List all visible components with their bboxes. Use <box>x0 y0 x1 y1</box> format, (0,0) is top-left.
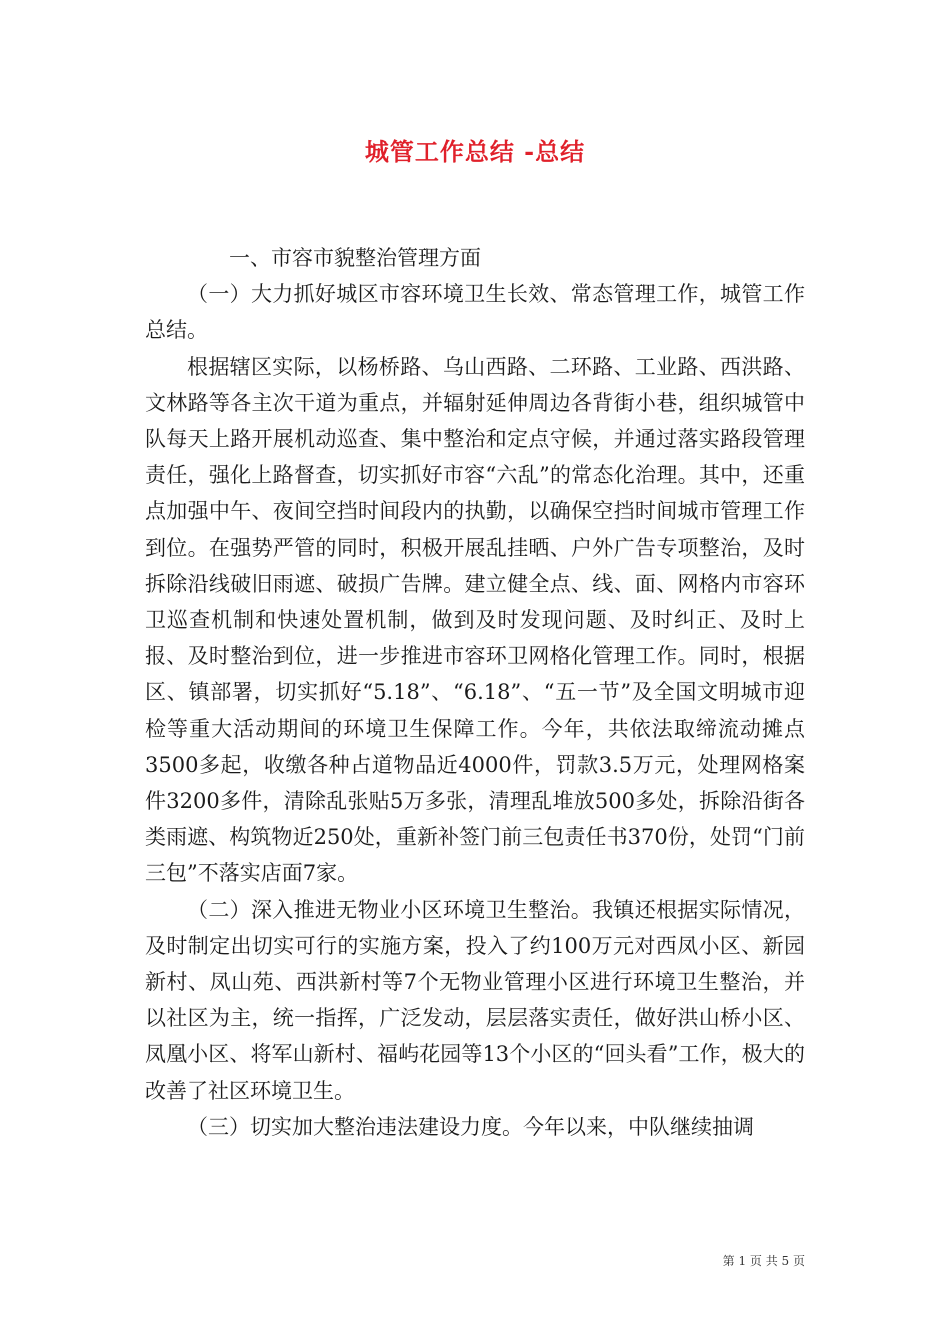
page-number: 第 1 页 共 5 页 <box>722 1254 805 1268</box>
paragraph: （一）大力抓好城区市容环境卫生长效、常态管理工作，城管工作总结。 <box>145 282 805 343</box>
paragraph: （三）切实加大整治违法建设力度。今年以来，中队继续抽调 <box>187 1114 754 1139</box>
paragraph: （二）深入推进无物业小区环境卫生整治。我镇还根据实际情况，及时制定出切实可行的实施方案，投入了约100万元对西凤小区、新园新村、凤山苑、西洪新村等7个无物业管理小区进行环境卫生整治，并以社区为主，统一指挥，广泛发动，层层落实责任，做好洪山桥小区、凤凰小区、将军山新村、福屿花园等13个小区的“回头看”工作，极大的改善了社区环境卫生。 <box>145 897 805 1103</box>
paragraph: 根据辖区实际，以杨桥路、乌山西路、二环路、工业路、西洪路、文林路等各主次干道为重点，并辐射延伸周边各背街小巷，组织城管中队每天上路开展机动巡查、集中整治和定点守候，并通过落实路段管理责任，强化上路督查，切实抓好市容“六乱”的常态化治理。其中，还重点加强中午、夜间空挡时间段内的执勤，以确保空挡时间城市管理工作到位。在强势严管的同时，积极开展乱挂晒、户外广告专项整治，及时拆除沿线破旧雨遮、破损广告牌。建立健全点、线、面、网格内市容环卫巡查机制和快速处置机制，做到及时发现问题、及时纠正、及时上报、及时整治到位，进一步推进市容环卫网格化管理工作。同时，根据区、镇部署，切实抓好“5.18”、“6.18”、“五一节”及全国文明城市迎检等重大活动期间的环境卫生保障工作。今年，共依法取缔流动摊点3500多起，收缴各种占道物品近4000件，罚款3.5万元，处理网格案件3200多件，清除乱张贴5万多张，清理乱堆放500多处，拆除沿街各类雨遮、构筑物近250处，重新补签门前三包责任书370份，处罚“门前三包”不落实店面7家。 <box>145 354 805 886</box>
document-body <box>145 240 805 1145</box>
section-heading: 一、市容市貌整治管理方面 <box>229 246 481 270</box>
document-title: 城管工作总结 -总结 <box>364 137 586 166</box>
